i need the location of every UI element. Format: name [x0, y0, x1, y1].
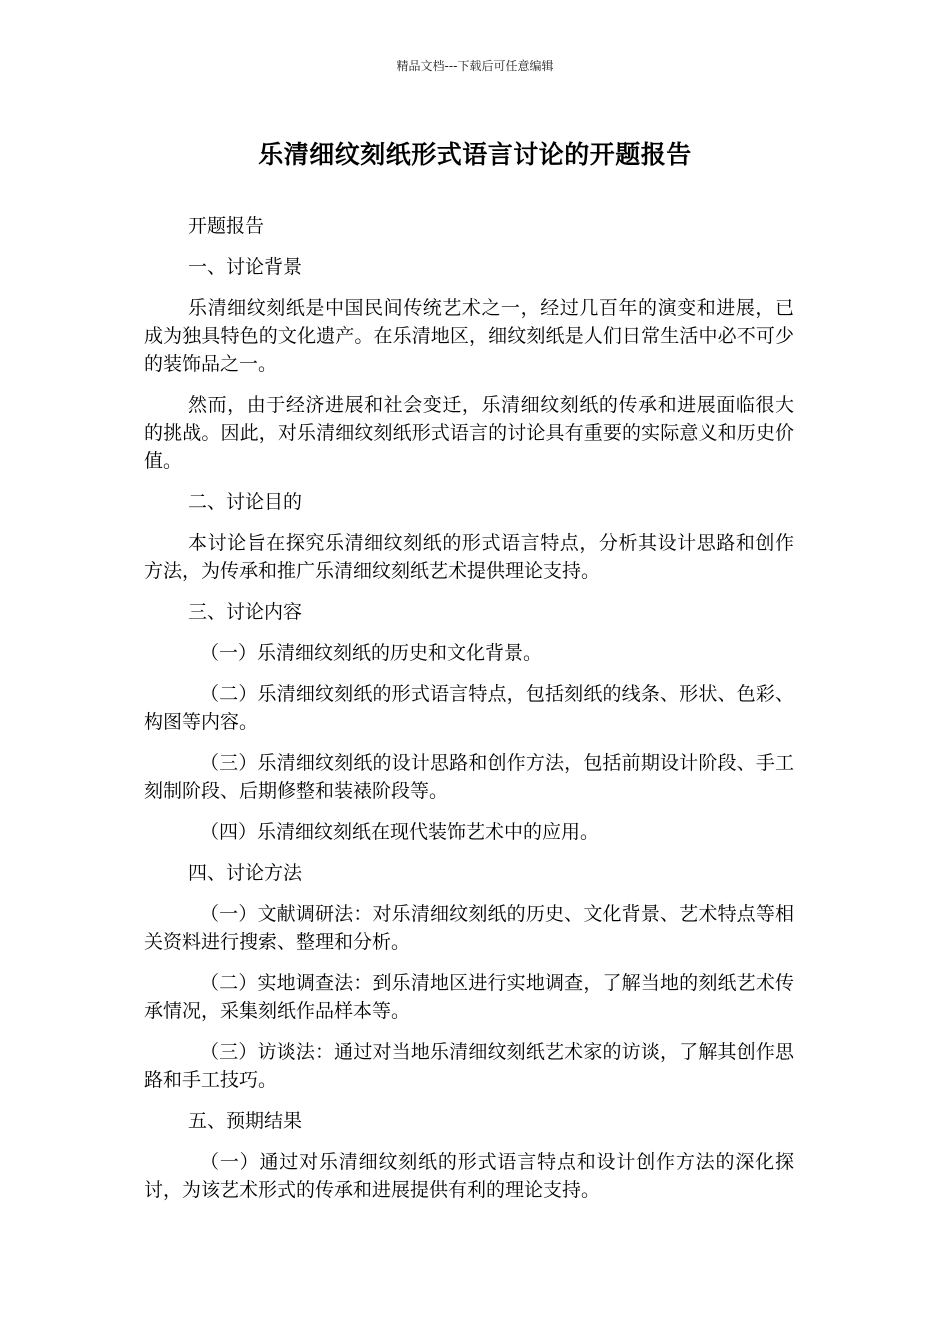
- list-item: （四）乐清细纹刻纸在现代装饰艺术中的应用。: [200, 821, 600, 843]
- list-item: （三）乐清细纹刻纸的设计思路和创作方法，包括前期设计阶段、手工刻制阶段、后期修整和装裱阶段等。: [144, 752, 794, 802]
- paragraph: 开题报告: [188, 215, 265, 237]
- section-heading: 五、预期结果: [188, 1110, 303, 1132]
- section-heading: 四、讨论方法: [188, 862, 303, 884]
- section-heading: 一、讨论背景: [188, 256, 303, 278]
- document-body: [144, 212, 794, 1217]
- list-item: （二）乐清细纹刻纸的形式语言特点，包括刻纸的线条、形状、色彩、构图等内容。: [144, 683, 794, 733]
- list-item: （一）通过对乐清细纹刻纸的形式语言特点和设计创作方法的深化探讨，为该艺术形式的传承和进展提供有利的理论支持。: [144, 1151, 794, 1201]
- page-header: 精品文档---下载后可任意编辑: [396, 59, 554, 73]
- paragraph: 本讨论旨在探究乐清细纹刻纸的形式语言特点，分析其设计思路和创作方法，为传承和推广乐清细纹刻纸艺术提供理论支持。: [144, 532, 794, 582]
- list-item: （一）乐清细纹刻纸的历史和文化背景。: [200, 642, 543, 664]
- document-title: 乐清细纹刻纸形式语言讨论的开题报告: [258, 140, 692, 169]
- section-heading: 三、讨论内容: [188, 601, 303, 623]
- paragraph: 然而，由于经济进展和社会变迁，乐清细纹刻纸的传承和进展面临很大的挑战。因此，对乐清细纹刻纸形式语言的讨论具有重要的实际意义和历史价值。: [144, 394, 794, 472]
- list-item: （二）实地调查法：到乐清地区进行实地调查，了解当地的刻纸艺术传承情况，采集刻纸作品样本等。: [144, 972, 794, 1022]
- section-heading: 二、讨论目的: [188, 491, 303, 513]
- list-item: （三）访谈法：通过对当地乐清细纹刻纸艺术家的访谈，了解其创作思路和手工技巧。: [144, 1041, 794, 1091]
- list-item: （一）文献调研法：对乐清细纹刻纸的历史、文化背景、艺术特点等相关资料进行搜索、整理和分析。: [144, 903, 794, 953]
- paragraph: 乐清细纹刻纸是中国民间传统艺术之一，经过几百年的演变和进展，已成为独具特色的文化遗产。在乐清地区，细纹刻纸是人们日常生活中必不可少的装饰品之一。: [144, 297, 794, 375]
